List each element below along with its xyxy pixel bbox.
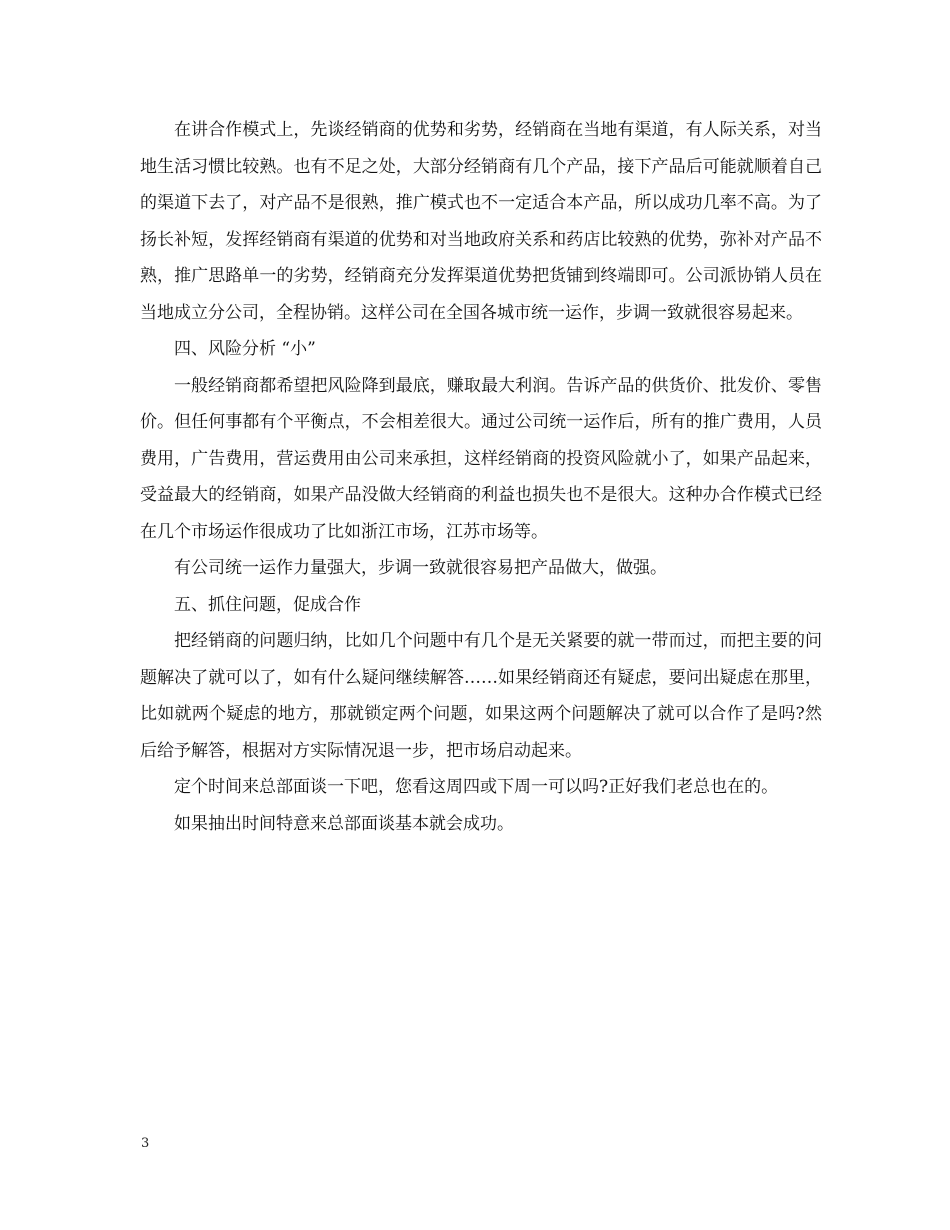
paragraph-unified-operation: 有公司统一运作力量强大，步调一致就很容易把产品做大，做强。 [174,558,667,578]
paragraph-schedule-meeting: 定个时间来总部面谈一下吧，您看这周四或下周一可以吗?正好我们老总也在的。 [174,777,779,797]
paragraph-closing: 如果抽出时间特意来总部面谈基本就会成功。 [174,813,514,834]
page-body [140,112,822,842]
paragraph-cooperation-mode: 在讲合作模式上，先谈经销商的优势和劣势，经销商在当地有渠道，有人际关系，对当地生活习惯比较熟。也有不足之处，大部分经销商有几个产品，接下产品后可能就顺着自己的渠道下去了，对产品不是很熟，推广模式也不一定适合本产品，所以成功几率不高。为了扬长补短，发挥经销商有渠道的优势和对当地政府关系和药店比较熟的优势，弥补对产品不熟，推广思路单一的劣势，经销商充分发挥渠道优势把货铺到终端即可。公司派协销人员在当地成立分公司，全程协销。这样公司在全国各城市统一运作，步调一致就很容易起来。 [140,120,822,323]
heading-seize-problems: 五、抓住问题，促成合作 [174,594,361,615]
page-number: 3 [141,1136,150,1151]
paragraph-risk-analysis: 一般经销商都希望把风险降到最底，赚取最大利润。告诉产品的供货价、批发价、零售价。但任何事都有个平衡点，不会相差很大。通过公司统一运作后，所有的推广费用，人员费用，广告费用，营运费用由公司来承担，这样经销商的投资风险就小了，如果产品起来，受益最大的经销商，如果产品没做大经销商的利益也损失也不是很大。这种办合作模式已经在几个市场运作很成功了比如浙江市场，江苏市场等。 [140,375,822,542]
heading-risk-analysis: 四、风险分析 “小” [174,339,316,359]
paragraph-resolve-problems: 把经销商的问题归纳，比如几个问题中有几个是无关紧要的就一带而过，而把主要的问题解决了就可以了，如有什么疑问继续解答……如果经销商还有疑虑，要问出疑虑在那里，比如就两个疑虑的地方，那就锁定两个问题，如果这两个问题解决了就可以合作了是吗?然后给予解答，根据对方实际情况退一步，把市场启动起来。 [140,631,822,761]
